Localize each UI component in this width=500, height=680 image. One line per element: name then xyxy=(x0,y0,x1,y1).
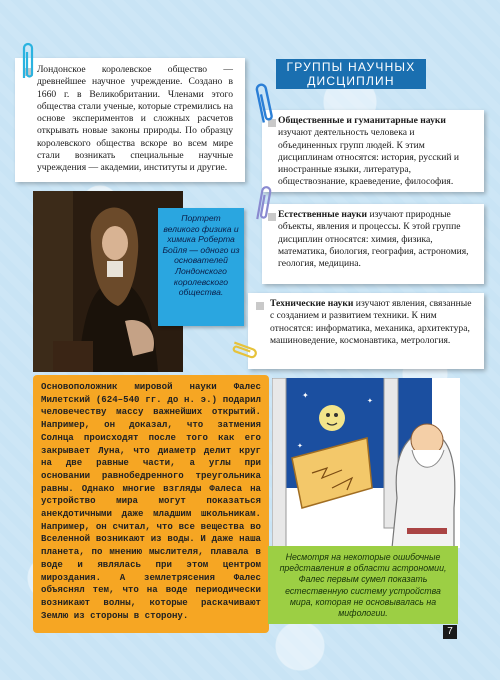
svg-text:✦: ✦ xyxy=(367,397,373,405)
paperclip-icon xyxy=(255,182,273,226)
card-bullet xyxy=(256,302,264,310)
page-number: 7 xyxy=(443,625,457,639)
thales-illustration xyxy=(272,378,460,548)
natural-sciences-card xyxy=(262,204,484,284)
svg-text:✦: ✦ xyxy=(297,442,303,450)
section-heading xyxy=(276,59,426,89)
heading-line2: ДИСЦИПЛИН xyxy=(307,73,395,88)
humanities-title: Общественные и гуманитарные науки xyxy=(278,115,446,126)
thales-text-box: Основоположник мировой науки Фалес Милетский (624–540 гг. до н. э.) подарил человечеству массу важнейших открытий. Например, он доказал, что затмения Солнца происходят после того как его закрывает Луна, что диаметр делит круг на две равные части, а углы при основании равнобедренного треугольника равны. Однако многие взгляды Фалеса на устройство мира могут показаться анекдотичными даже младшим школьникам. Например, он считал, что все вещества во Вселенной возникают из воды. И даже наша планета, по мнению мыслителя, плавала в воде и являлась при этом центром мироздания. А землетрясения Фалес объяснял тем, что на воде периодически возникают волны, которые раскачивают Землю из стороны в сторону. xyxy=(33,375,269,633)
thales-caption: Несмотря на некоторые ошибочные представления в области астрономии, Фалес первым сумел показать естественную систему устройства мира, которая не основывалась на мифологии. xyxy=(268,546,458,624)
thales-drawing xyxy=(272,378,460,548)
natural-title: Естественные науки xyxy=(278,209,368,220)
paperclip-icon xyxy=(228,340,258,362)
svg-text:✦: ✦ xyxy=(302,391,309,400)
paperclip-icon xyxy=(254,80,274,128)
heading-line1: ГРУППЫ НАУЧНЫХ xyxy=(286,60,416,74)
royal-society-text: Лондонское королевское общество — древнейшее научное учреждение. Создано в 1660 г. в Великобритании. Членами этого общества стали ученые, которые стремились на основе экспериментов и сложных расчетов открывать новые законы природы. По образцу королевского общества вскоре во всем мире стали возникать специальные научные учреждения — академии, институты и другие. xyxy=(37,64,233,174)
technical-title: Технические науки xyxy=(270,298,354,309)
natural-text: изучают природные объекты, явления и процессы. К этой группе дисциплин относятся: химия, физика, математика, биология, география, астрономия, геология, медицина. xyxy=(278,209,469,270)
portrait-caption: Портрет великого физика и химика Роберта Бойля — одного из основателей Лондонского королевского общества. xyxy=(158,208,244,326)
humanities-card xyxy=(262,110,484,192)
technical-text: изучают явления, связанные с созданием и развитием техники. К ним относятся: информатика, механика, архитектура, машиноведение, космонавтика, метрология. xyxy=(270,298,472,346)
technical-sciences-card xyxy=(248,293,484,369)
paperclip-icon xyxy=(20,40,36,84)
humanities-text: изучают деятельность человека и объединенных групп людей. К этим дисциплинам относятся: история, русский и иностранные языки, литература, обществознание, краеведение, философия. xyxy=(278,127,460,188)
royal-society-card xyxy=(15,58,245,182)
